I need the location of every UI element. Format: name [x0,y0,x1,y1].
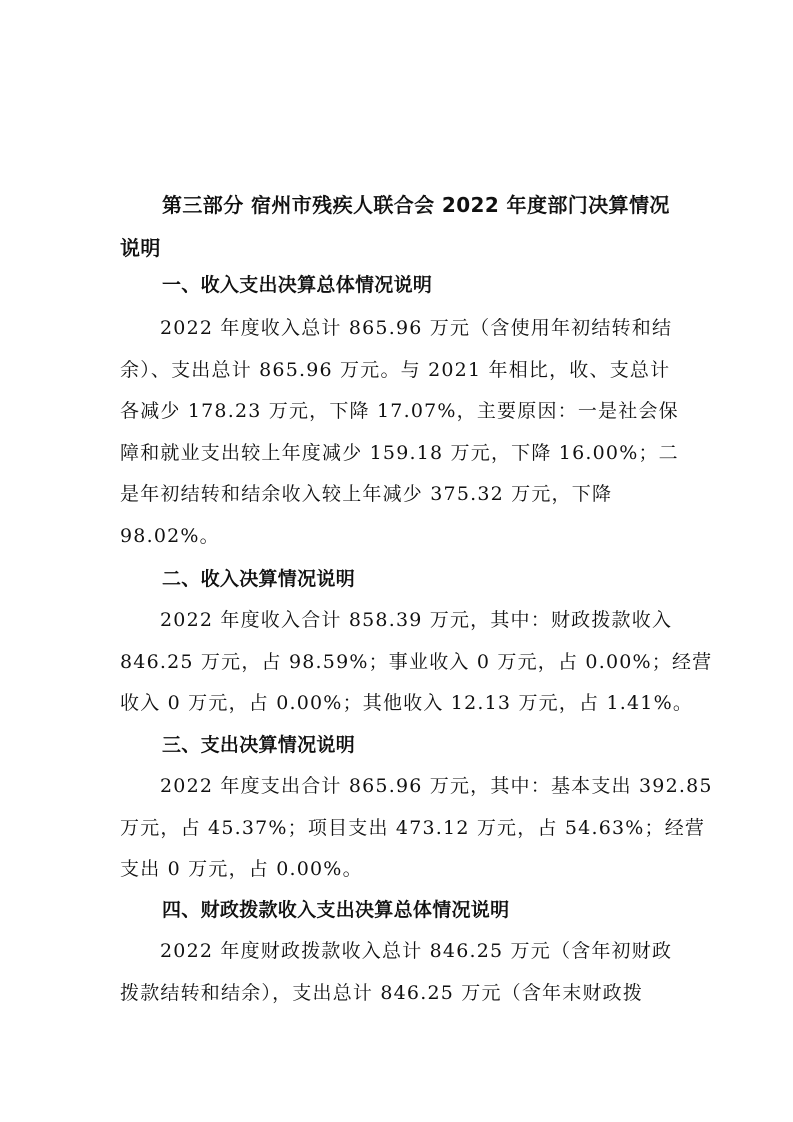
section-4-paragraph [120,931,676,1014]
paragraph-line: 各减少 178.23 万元，下降 17.07%，主要原因：一是社会保 [120,400,679,422]
paragraph-line: 万元，占 45.37%；项目支出 473.12 万元，占 54.63%；经营 [120,816,706,839]
page-title [120,184,680,270]
paragraph-line: 障和就业支出较上年度减少 159.18 万元，下降 16.00%；二 [120,441,679,464]
section-3-paragraph [120,766,713,891]
paragraph-line: 2022 年度收入合计 858.39 万元，其中：财政拨款收入 [160,609,673,631]
paragraph-line: 拨款结转和结余），支出总计 846.25 万元（含年末财政拨 [120,981,644,1004]
section-3-heading: 三、支出决算情况说明 [162,734,356,756]
paragraph-line: 收入 0 万元，占 0.00%；其他收入 12.13 万元，占 1.41%。 [120,692,694,714]
paragraph-line: 余）、支出总计 865.96 万元。与 2021 年相比，收、支总计 [120,358,671,381]
paragraph-line: 2022 年度支出合计 865.96 万元，其中：基本支出 392.85 [160,775,713,797]
paragraph-line: 是年初结转和结余收入较上年减少 375.32 万元，下降 [120,483,613,505]
title-line-2: 说明 [120,236,161,260]
title-line-1: 第三部分 宿州市残疾人联合会 2022 年度部门决算情况 [162,193,670,217]
section-1-heading: 一、收入支出决算总体情况说明 [162,274,433,296]
section-2-paragraph [120,600,713,725]
section-2-heading: 二、收入决算情况说明 [162,568,356,590]
paragraph-line: 支出 0 万元，占 0.00%。 [120,858,363,880]
paragraph-line: 2022 年度收入总计 865.96 万元（含使用年初结转和结 [160,317,673,339]
section-1-paragraph [120,308,679,557]
paragraph-line: 98.02%。 [120,524,220,547]
paragraph-line: 2022 年度财政拨款收入总计 846.25 万元（含年初财政 [160,940,673,962]
paragraph-line: 846.25 万元，占 98.59%；事业收入 0 万元，占 0.00%；经营 [120,650,713,673]
section-4-heading: 四、财政拨款收入支出决算总体情况说明 [162,899,510,921]
